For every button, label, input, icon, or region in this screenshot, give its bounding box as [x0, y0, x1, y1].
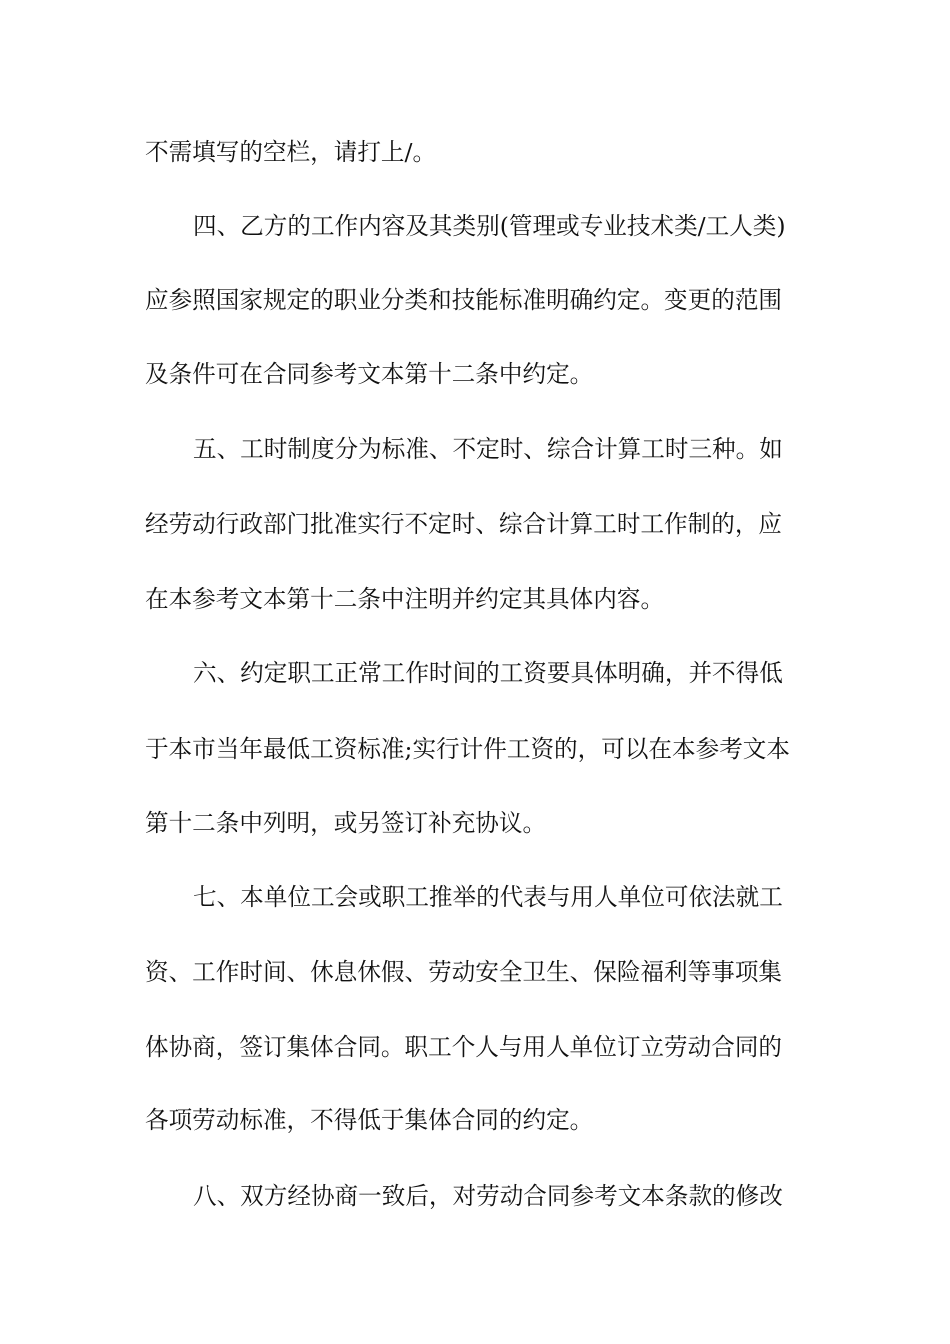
text-line-10: 第十二条中列明，或另签订补充协议。 [145, 809, 547, 837]
text-line-5: 五、工时制度分为标准、不定时、综合计算工时三种。如 [193, 435, 783, 463]
text-line-12: 资、工作时间、休息休假、劳动安全卫生、保险福利等事项集 [145, 958, 783, 986]
text-line-1: 不需填写的空栏，请打上/。 [145, 138, 437, 166]
text-line-14: 各项劳动标准，不得低于集体合同的约定。 [145, 1106, 594, 1134]
text-line-11: 七、本单位工会或职工推举的代表与用人单位可依法就工 [193, 883, 783, 911]
text-line-9: 于本市当年最低工资标准;实行计件工资的，可以在本参考文本 [145, 735, 790, 763]
text-line-8: 六、约定职工正常工作时间的工资要具体明确，并不得低 [193, 659, 783, 687]
text-line-7: 在本参考文本第十二条中注明并约定其具体内容。 [145, 585, 665, 613]
text-line-3: 应参照国家规定的职业分类和技能标准明确约定。变更的范围 [145, 286, 783, 314]
text-line-13: 体协商，签订集体合同。职工个人与用人单位订立劳动合同的 [145, 1033, 783, 1061]
text-line-2: 四、乙方的工作内容及其类别(管理或专业技术类/工人类) [193, 212, 786, 240]
text-line-4: 及条件可在合同参考文本第十二条中约定。 [145, 360, 594, 388]
text-line-6: 经劳动行政部门批准实行不定时、综合计算工时工作制的，应 [145, 510, 783, 538]
text-line-15: 八、双方经协商一致后，对劳动合同参考文本条款的修改 [193, 1182, 783, 1210]
